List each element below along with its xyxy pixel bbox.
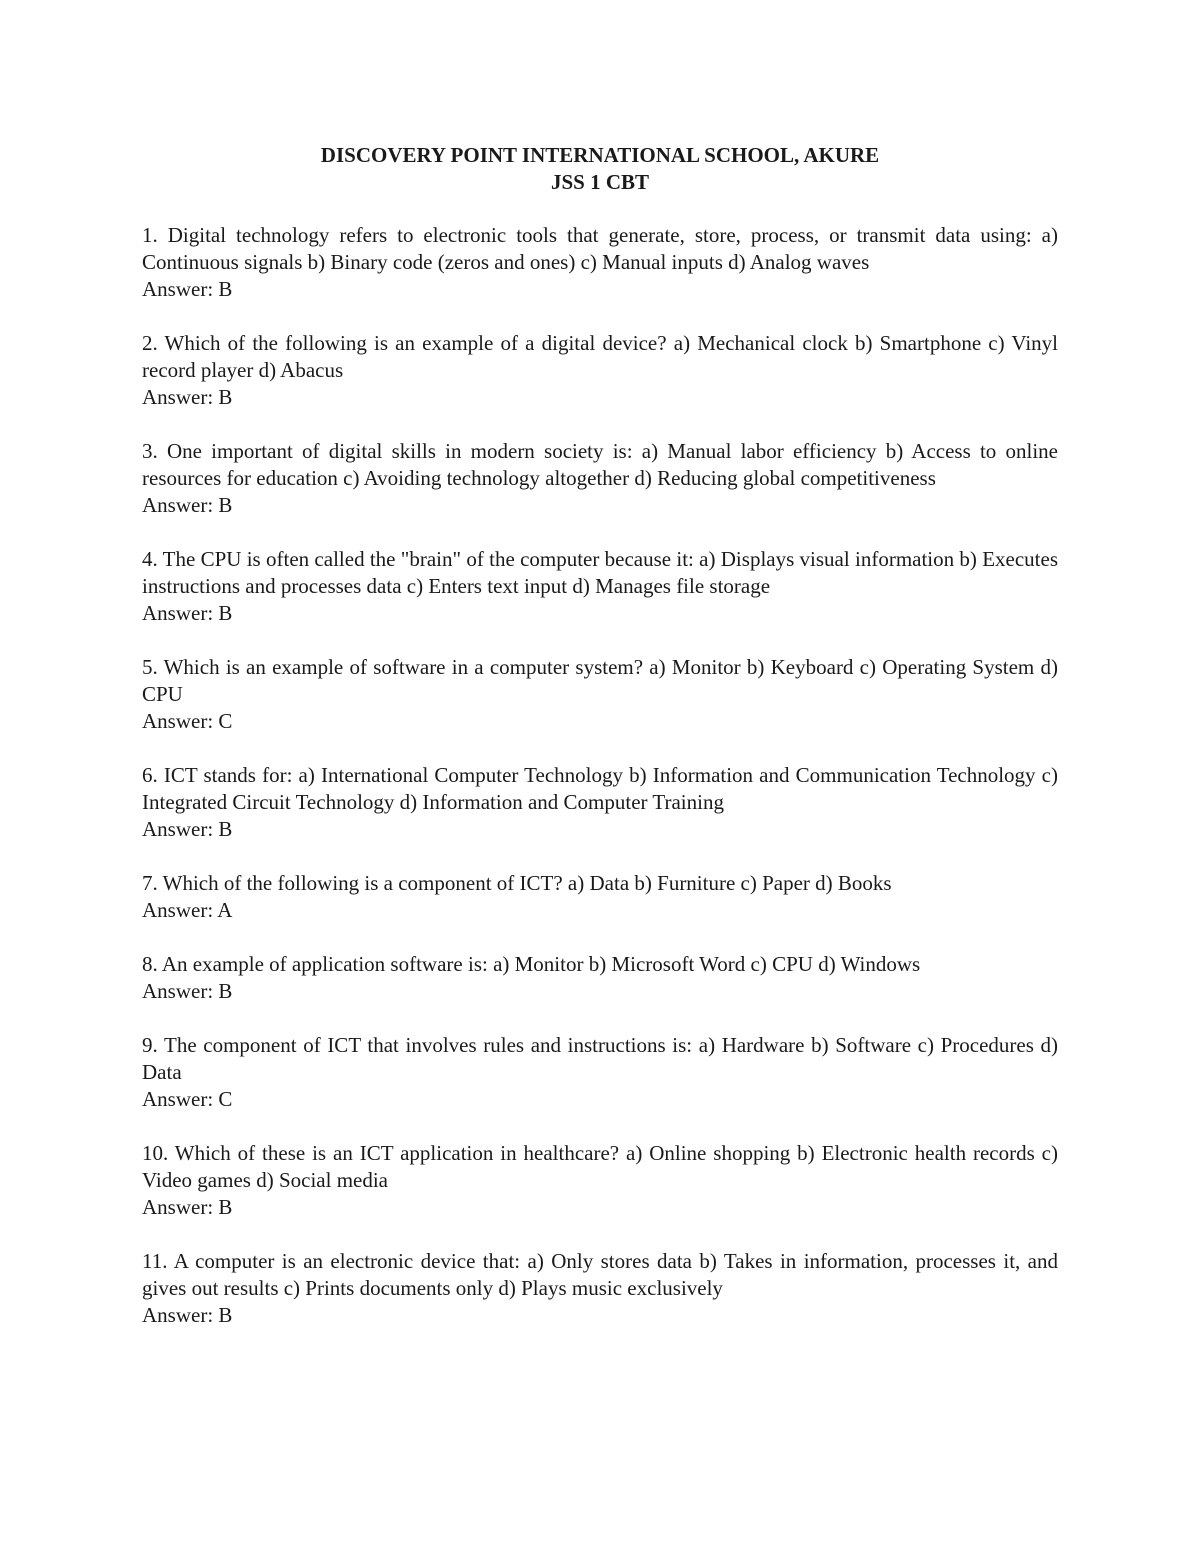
answer-text: Answer: B xyxy=(142,385,233,409)
question-9 xyxy=(142,1032,1058,1113)
school-name: DISCOVERY POINT INTERNATIONAL SCHOOL, AKURE xyxy=(320,143,880,167)
question-text: 3. One important of digital skills in modern society is: a) Manual labor efficiency b) Access to online resources for education c) Avoiding technology altogether d) Reducing global competitiveness xyxy=(142,439,1058,490)
question-text: 8. An example of application software is: a) Monitor b) Microsoft Word c) CPU d) Windows xyxy=(142,952,921,976)
question-11 xyxy=(142,1248,1058,1329)
answer-text: Answer: C xyxy=(142,1087,233,1111)
exam-title: JSS 1 CBT xyxy=(550,170,650,194)
question-text: 2. Which of the following is an example of a digital device? a) Mechanical clock b) Smartphone c) Vinyl record player d) Abacus xyxy=(142,331,1058,382)
question-text: 6. ICT stands for: a) International Computer Technology b) Information and Communication Technology c) Integrated Circuit Technology d) Information and Computer Training xyxy=(142,763,1058,814)
question-4 xyxy=(142,546,1058,627)
answer-text: Answer: A xyxy=(142,898,233,922)
question-8 xyxy=(142,951,1058,1005)
question-5 xyxy=(142,654,1058,735)
answer-text: Answer: C xyxy=(142,709,233,733)
question-text: 5. Which is an example of software in a computer system? a) Monitor b) Keyboard c) Operating System d) CPU xyxy=(142,655,1058,706)
document-page xyxy=(142,142,1058,1356)
answer-text: Answer: B xyxy=(142,493,233,517)
question-6 xyxy=(142,762,1058,843)
answer-text: Answer: B xyxy=(142,979,233,1003)
question-text: 4. The CPU is often called the "brain" of the computer because it: a) Displays visual information b) Executes instructions and processes data c) Enters text input d) Manages file storage xyxy=(142,547,1058,598)
document-header xyxy=(142,142,1058,196)
question-text: 7. Which of the following is a component of ICT? a) Data b) Furniture c) Paper d) Books xyxy=(142,871,892,895)
answer-text: Answer: B xyxy=(142,277,233,301)
answer-text: Answer: B xyxy=(142,601,233,625)
question-1 xyxy=(142,222,1058,303)
question-10 xyxy=(142,1140,1058,1221)
question-text: 9. The component of ICT that involves rules and instructions is: a) Hardware b) Software c) Procedures d) Data xyxy=(142,1033,1058,1084)
question-3 xyxy=(142,438,1058,519)
question-text: 10. Which of these is an ICT application in healthcare? a) Online shopping b) Electronic health records c) Video games d) Social media xyxy=(142,1141,1058,1192)
answer-text: Answer: B xyxy=(142,1303,233,1327)
question-text: 11. A computer is an electronic device that: a) Only stores data b) Takes in information, processes it, and gives out results c) Prints documents only d) Plays music exclusively xyxy=(142,1249,1058,1300)
question-text: 1. Digital technology refers to electronic tools that generate, store, process, or transmit data using: a) Continuous signals b) Binary code (zeros and ones) c) Manual inputs d) Analog waves xyxy=(142,223,1058,274)
answer-text: Answer: B xyxy=(142,817,233,841)
question-2 xyxy=(142,330,1058,411)
answer-text: Answer: B xyxy=(142,1195,233,1219)
question-7 xyxy=(142,870,1058,924)
